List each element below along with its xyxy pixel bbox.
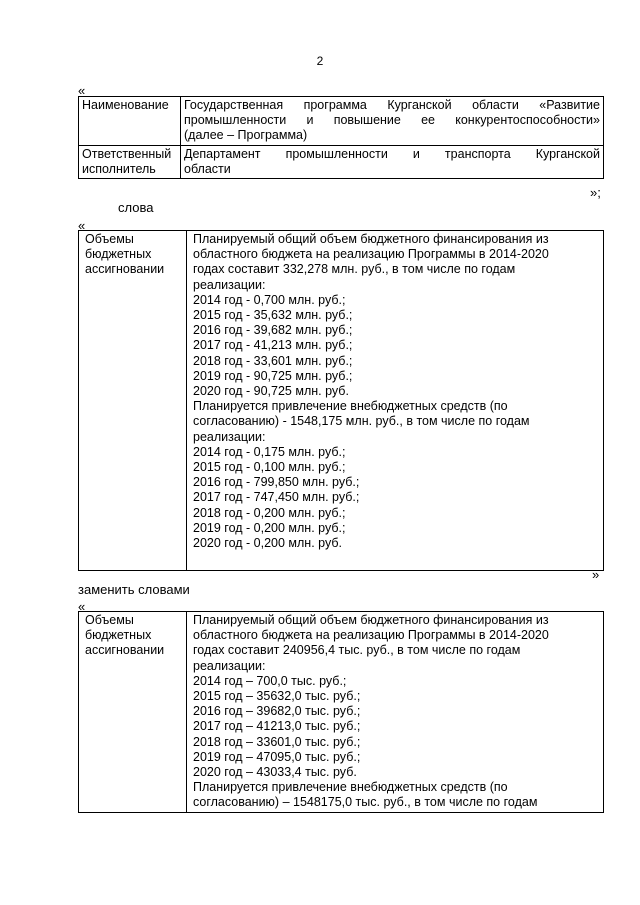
opening-quote: « xyxy=(78,599,86,614)
row-label: Объемы бюджетных ассигновании xyxy=(79,612,187,813)
closing-quote: »; xyxy=(590,185,601,200)
opening-quote: « xyxy=(78,83,86,98)
word-slova: слова xyxy=(118,200,154,215)
new-budget-table xyxy=(78,611,604,813)
old-budget-table xyxy=(78,230,604,571)
row-label: Объемы бюджетных ассигновании xyxy=(79,231,187,571)
row-value: Департамент промышленности и транспорта Курганской области xyxy=(181,145,604,178)
row-value: Планируемый общий объем бюджетного финансирования из областного бюджета на реализацию Программы в 2014-2020 годах составит 332,278 млн. руб., в том числе по годам реализации: 2014 год - 0,700 млн. руб.; 2015 год - 35,632 млн. руб.; 2016 год - 39,682 млн. руб.; 2017 год - 41,213 млн. руб.; 2018 год - 33,601 млн. руб.; 2019 год - 90,725 млн. руб.; 2020 год - 90,725 млн. руб. Планируется привлечение внебюджетных средств (по согласованию) - 1548,175 млн. руб., в том числе по годам реализации: 2014 год - 0,175 млн. руб.; 2015 год - 0,100 млн. руб.; 2016 год - 799,850 млн. руб.; 2017 год - 747,450 млн. руб.; 2018 год - 0,200 млн. руб.; 2019 год - 0,200 млн. руб.; 2020 год - 0,200 млн. руб. xyxy=(187,231,604,571)
table-row xyxy=(79,612,604,813)
row-label: Ответственный исполнитель xyxy=(79,145,181,178)
closing-quote: » xyxy=(592,567,600,582)
row-value: Планируемый общий объем бюджетного финансирования из областного бюджета на реализацию Программы в 2014-2020 годах составит 240956,4 тыс. руб., в том числе по годам реализации: 2014 год – 700,0 тыс. руб.; 2015 год – 35632,0 тыс. руб.; 2016 год – 39682,0 тыс. руб.; 2017 год – 41213,0 тыс. руб.; 2018 год – 33601,0 тыс. руб.; 2019 год – 47095,0 тыс. руб.; 2020 год – 43033,4 тыс. руб. Планируется привлечение внебюджетных средств (по согласованию) – 1548175,0 тыс. руб., в том числе по годам xyxy=(187,612,604,813)
row-value: Государственная программа Курганской области «Развитие промышленности и повышение ее конкурентоспособности» (далее – Программа) xyxy=(181,97,604,146)
row-label: Наименование xyxy=(79,97,181,146)
opening-quote: « xyxy=(78,218,86,233)
table-row xyxy=(79,231,604,571)
page-number: 2 xyxy=(316,54,324,68)
program-passport-table xyxy=(78,96,604,179)
table-row xyxy=(79,97,604,146)
table-row xyxy=(79,145,604,178)
word-zamenit-slovami: заменить словами xyxy=(78,582,190,597)
